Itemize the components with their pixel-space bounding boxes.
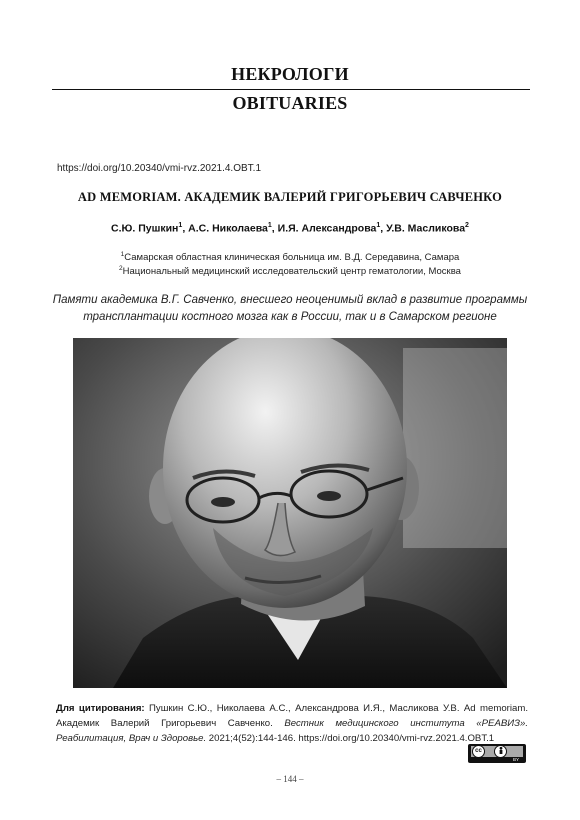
- by-icon: [494, 745, 507, 758]
- author-sep: ,: [271, 222, 278, 235]
- portrait-image: [73, 338, 507, 688]
- by-label: BY: [512, 757, 519, 762]
- citation-journal: Вестник медицинского института «РЕАВИЗ». Реабилитация, Врач и Здоровье.: [56, 718, 528, 744]
- citation-tail: 2021;4(52):144-146. https://doi.org/10.20340/vmi-rvz.2021.4.OBT.1: [206, 733, 495, 744]
- author-sep: ,: [182, 222, 189, 235]
- subtitle-line: Памяти академика В.Г. Савченко, внесшего неоценимый вклад в развитие программы: [52, 294, 528, 306]
- author-list: [0, 222, 580, 235]
- affiliation-text: Самарская областная клиническая больница им. В.Д. Середавина, Самара: [124, 252, 460, 264]
- author-name: У.В. Масликова: [386, 222, 466, 235]
- dedication-subtitle: [40, 292, 540, 326]
- cc-license-badge[interactable]: [468, 744, 526, 763]
- cc-icon: cc: [472, 745, 485, 758]
- affiliation-1: [0, 251, 580, 263]
- right-eye: [317, 491, 341, 501]
- author-name: С.Ю. Пушкин: [111, 222, 179, 235]
- author-sep: ,: [380, 222, 387, 235]
- doi-link[interactable]: https://doi.org/10.20340/vmi-rvz.2021.4.OBT.1: [57, 163, 261, 174]
- section-heading-ru: НЕКРОЛОГИ: [231, 64, 349, 84]
- author-name: А.С. Николаева: [188, 222, 268, 235]
- affiliation-num: 2: [119, 265, 123, 272]
- affiliation-text: Национальный медицинский исследовательский центр гематологии, Москва: [122, 266, 461, 278]
- article-title: AD MEMORIAM. АКАДЕМИК ВАЛЕРИЙ ГРИГОРЬЕВИЧ САВЧЕНКО: [77, 190, 503, 204]
- person-icon: [496, 746, 506, 756]
- background-light: [403, 348, 507, 548]
- section-rule: [52, 89, 530, 90]
- subtitle-line: трансплантации костного мозга как в России, так и в Самарском регионе: [83, 311, 497, 323]
- author-aff: 2: [465, 222, 469, 229]
- citation-text: Пушкин С.Ю., Николаева А.С., Александрова И.Я., Масликова У.В. Ad memoriam. Академик Валерий Григорьевич Савченко.: [56, 703, 528, 729]
- author-name: И.Я. Александрова: [277, 222, 377, 235]
- affiliation-num: 1: [120, 251, 125, 258]
- author-aff: 1: [376, 222, 381, 229]
- citation-label: Для цитирования:: [56, 703, 145, 714]
- left-eye: [211, 497, 235, 507]
- section-heading-en: OBITUARIES: [232, 93, 348, 113]
- author-aff: 1: [267, 222, 272, 229]
- page-number: – 144 –: [276, 774, 304, 784]
- affiliation-2: [0, 265, 580, 277]
- citation-block: [56, 701, 528, 746]
- author-aff: 1: [178, 222, 183, 229]
- portrait-photo: [73, 338, 507, 688]
